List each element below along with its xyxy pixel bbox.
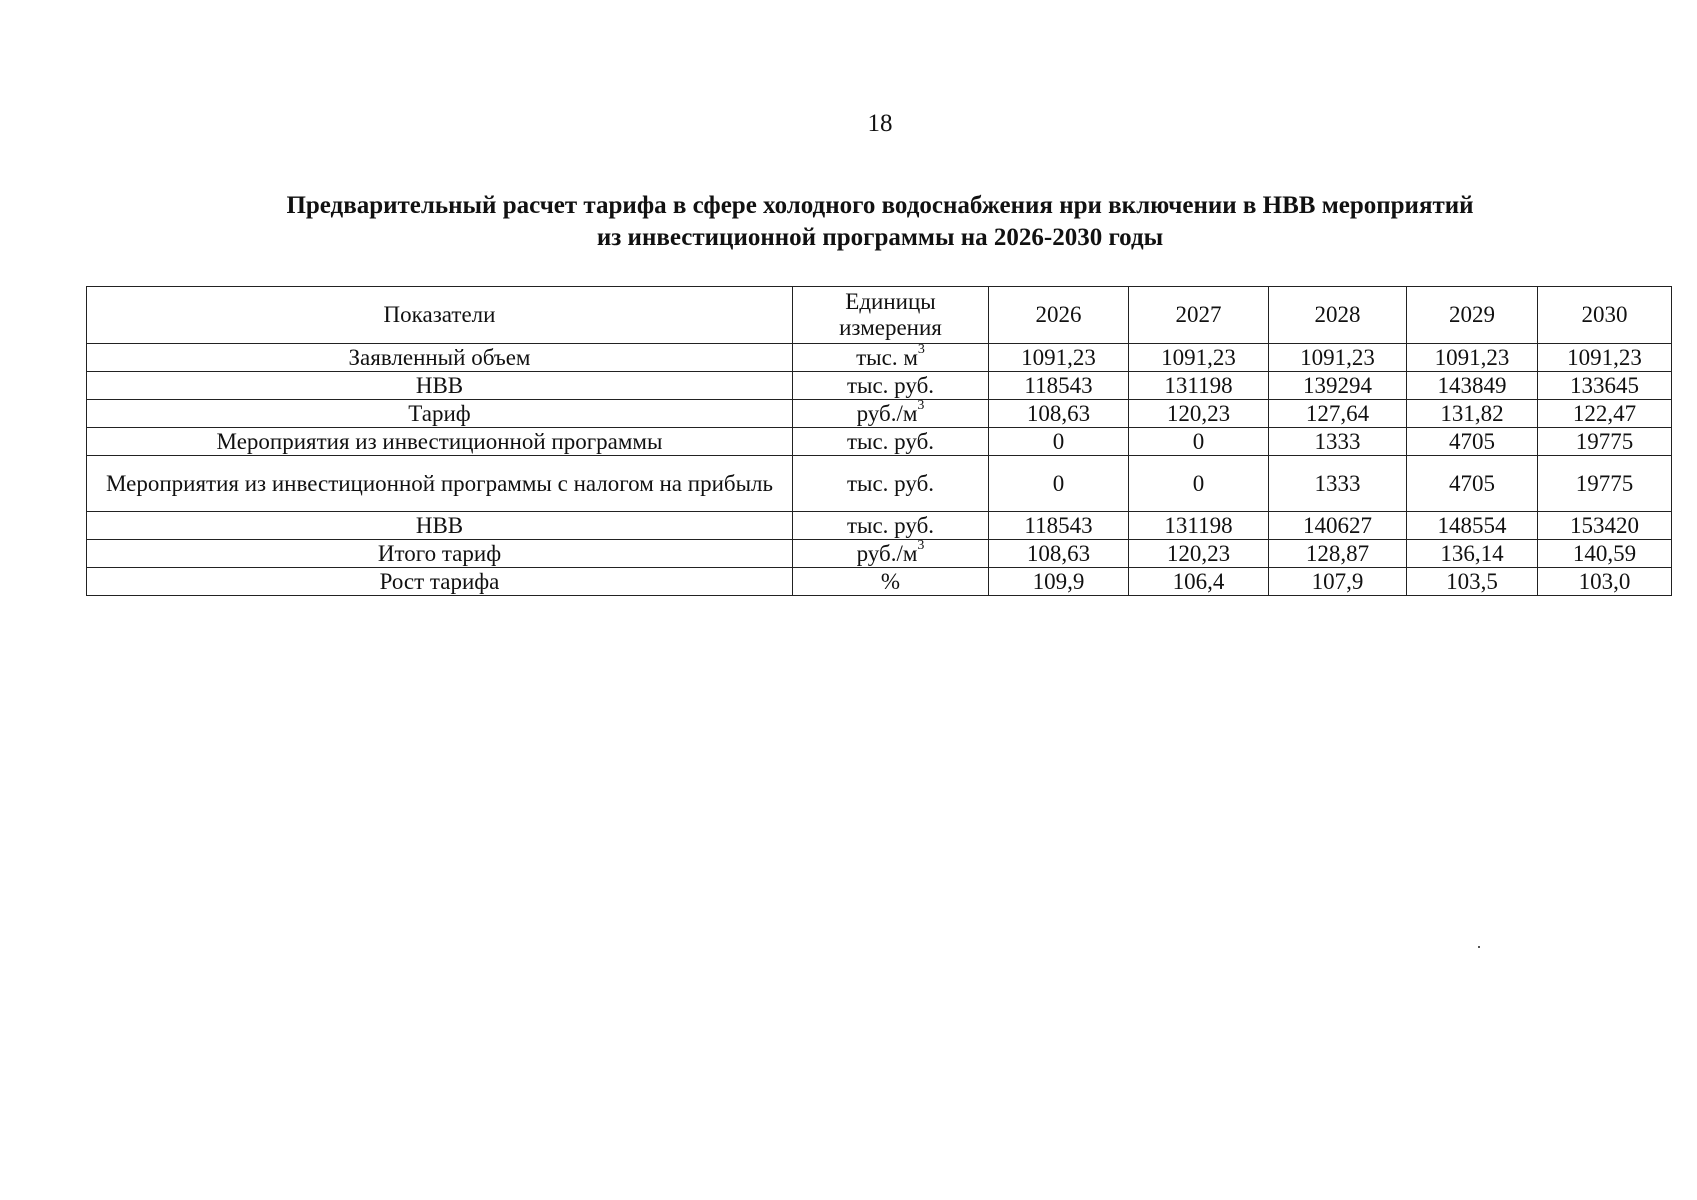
header-unit-label: Единицы измерения [839,289,942,340]
cell-unit-text: тыс. руб. [846,470,935,496]
cell-indicator: НВВ [87,372,793,400]
cell-value-2027: 120,23 [1129,400,1269,428]
cell-value-2029: 103,5 [1407,568,1538,596]
cell-value-2028: 1091,23 [1269,344,1407,372]
cell-indicator: Мероприятия из инвестиционной программы с налогом на прибыль [87,456,793,512]
cell-value-2030: 19775 [1538,428,1672,456]
cell-value-2027: 131198 [1129,512,1269,540]
header-year: 2026 [989,287,1129,344]
cell-value-2028: 107,9 [1269,568,1407,596]
cell-unit-superscript: 3 [917,537,925,553]
cell-unit-text: руб./м [856,540,918,566]
cell-value-2030: 140,59 [1538,540,1672,568]
table-row [87,400,1672,428]
cell-unit [793,456,989,512]
cell-value-2029: 131,82 [1407,400,1538,428]
cell-value-2029: 143849 [1407,372,1538,400]
cell-value-2029: 4705 [1407,428,1538,456]
cell-value-2026: 0 [989,456,1129,512]
cell-unit-text: % [880,568,901,594]
cell-value-2030: 19775 [1538,456,1672,512]
cell-value-2027: 131198 [1129,372,1269,400]
page-number: 18 [867,110,893,137]
cell-unit [793,397,989,428]
cell-unit [793,341,989,372]
table-row [87,512,1672,540]
tariff-calculation-table [86,286,1672,596]
header-year: 2029 [1407,287,1538,344]
cell-value-2028: 1333 [1269,456,1407,512]
cell-indicator: НВВ [87,512,793,540]
cell-value-2026: 118543 [989,512,1129,540]
cell-value-2026: 109,9 [989,568,1129,596]
cell-value-2026: 1091,23 [989,344,1129,372]
cell-indicator: Мероприятия из инвестиционной программы [87,428,793,456]
cell-unit [793,568,989,596]
cell-value-2028: 127,64 [1269,400,1407,428]
stray-mark [1478,946,1480,948]
cell-value-2030: 153420 [1538,512,1672,540]
cell-unit [793,428,989,456]
cell-value-2027: 0 [1129,428,1269,456]
table-row [87,344,1672,372]
cell-unit [793,372,989,400]
cell-value-2030: 133645 [1538,372,1672,400]
table-row [87,568,1672,596]
header-indicator: Показатели [87,287,793,344]
cell-unit-text: тыс. руб. [846,372,935,398]
cell-value-2028: 128,87 [1269,540,1407,568]
cell-unit-text: тыс. м [856,344,918,370]
table-row [87,540,1672,568]
cell-indicator: Итого тариф [87,540,793,568]
cell-value-2027: 0 [1129,456,1269,512]
cell-unit [793,512,989,540]
header-unit [793,287,989,344]
cell-value-2029: 1091,23 [1407,344,1538,372]
cell-indicator: Рост тарифа [87,568,793,596]
cell-value-2026: 108,63 [989,400,1129,428]
table-row [87,372,1672,400]
cell-unit-superscript: 3 [917,341,925,357]
header-year: 2030 [1538,287,1672,344]
cell-unit-text: руб./м [856,400,918,426]
document-title-line-2: из инвестиционной программы на 2026-2030 годы [596,224,1164,251]
cell-value-2027: 120,23 [1129,540,1269,568]
cell-value-2028: 140627 [1269,512,1407,540]
header-year: 2028 [1269,287,1407,344]
table-row [87,428,1672,456]
cell-value-2026: 108,63 [989,540,1129,568]
cell-value-2029: 4705 [1407,456,1538,512]
header-year: 2027 [1129,287,1269,344]
cell-value-2028: 139294 [1269,372,1407,400]
cell-indicator: Заявленный объем [87,344,793,372]
cell-unit-superscript: 3 [917,397,925,413]
cell-unit-text: тыс. руб. [846,512,935,538]
cell-unit-text: тыс. руб. [846,428,935,454]
cell-value-2027: 106,4 [1129,568,1269,596]
table-row [87,456,1672,512]
cell-value-2030: 1091,23 [1538,344,1672,372]
cell-value-2030: 103,0 [1538,568,1672,596]
cell-value-2029: 148554 [1407,512,1538,540]
cell-value-2028: 1333 [1269,428,1407,456]
cell-value-2026: 0 [989,428,1129,456]
cell-value-2029: 136,14 [1407,540,1538,568]
document-title [120,190,1640,254]
cell-unit [793,537,989,568]
cell-value-2026: 118543 [989,372,1129,400]
table-body [87,341,1672,596]
cell-value-2027: 1091,23 [1129,344,1269,372]
table-header-row [87,287,1672,344]
cell-value-2030: 122,47 [1538,400,1672,428]
cell-indicator: Тариф [87,400,793,428]
document-title-line-1: Предварительный расчет тарифа в сфере холодного водоснабжения нри включении в НВВ мероприятий [286,192,1474,219]
